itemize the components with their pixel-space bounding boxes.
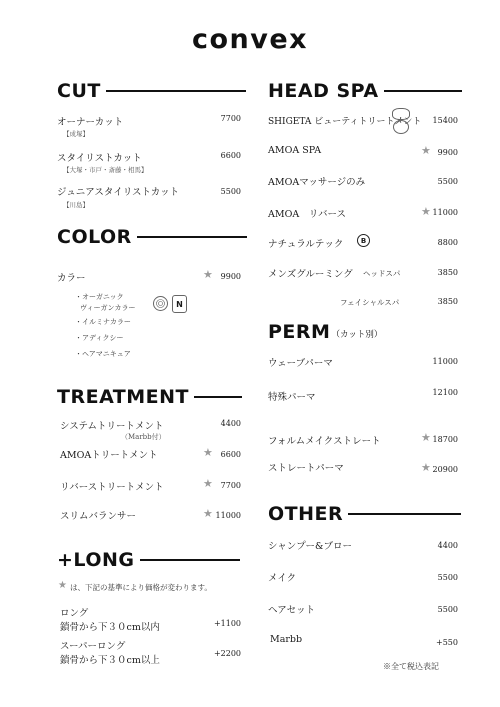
color-option-vegan: ヴィーガンカラー — [80, 304, 136, 312]
section-other-heading — [268, 503, 461, 525]
headspa-item-mensgrooming-name: メンズグルーミング — [268, 269, 353, 280]
headspa-item-mensgrooming-sub: ヘッドスパ — [363, 269, 401, 278]
color-item-name: カラー — [57, 273, 86, 284]
treatment-item-amoa-price: 6600 — [220, 450, 241, 459]
cut-item-junior-name: ジュニアスタイリストカット — [57, 187, 180, 198]
vegan-brand-logo-icon — [172, 295, 187, 313]
star-icon: ★ — [203, 446, 213, 459]
tax-note: ※全て税込表記 — [383, 662, 439, 671]
headspa-item-naturaltech-price: 8800 — [437, 238, 458, 247]
headspa-item-amoareverse-price: 11000 — [432, 208, 458, 217]
headspa-item-amoamassage-name: AMOAマッサージのみ — [268, 177, 366, 188]
section-cut-rule — [106, 90, 246, 92]
perm-item-formmake-name: フォルムメイクストレート — [268, 436, 381, 447]
section-color-heading — [57, 226, 247, 248]
other-item-makeup-name: メイク — [268, 573, 297, 584]
treatment-item-slim-name: スリムバランサー — [60, 511, 137, 522]
star-icon: ★ — [203, 268, 213, 281]
headspa-item-shigeta-price: 15400 — [432, 116, 458, 125]
section-treatment-title: TREATMENT — [57, 386, 190, 408]
long-item-long-detail: 鎖骨から下３０cm以内 — [60, 622, 160, 633]
perm-item-special-price: 12100 — [432, 388, 458, 397]
long-item-superlong-name: スーパーロング — [60, 641, 126, 652]
section-long-rule — [140, 559, 240, 561]
perm-item-wave-name: ウェーブパーマ — [268, 358, 333, 369]
perm-item-wave-price: 11000 — [432, 357, 458, 366]
section-color-rule — [137, 236, 247, 238]
cut-item-junior-price: 5500 — [220, 187, 241, 196]
section-treatment-rule — [194, 396, 242, 398]
section-treatment-heading — [57, 386, 242, 408]
organic-badge-icon — [393, 120, 409, 134]
naturaltech-brand-logo-icon — [357, 234, 370, 247]
section-other-title: OTHER — [268, 503, 344, 525]
long-item-long-price: +1100 — [213, 619, 241, 628]
vegan-brand-logo-letter: N — [176, 299, 183, 309]
section-perm-heading — [268, 321, 382, 343]
cut-item-owner-note: 【成塚】 — [63, 130, 89, 138]
section-perm-title: PERM — [268, 321, 331, 343]
treatment-item-amoa-name: AMOAトリートメント — [60, 450, 158, 461]
cut-item-stylist-price: 6600 — [220, 151, 241, 160]
cut-item-stylist-name: スタイリストカット — [57, 153, 142, 164]
naturaltech-brand-logo-letter: B — [360, 236, 367, 245]
perm-item-special-name: 特殊パーマ — [268, 392, 316, 403]
star-icon: ★ — [421, 205, 431, 218]
perm-item-straight-price: 20900 — [432, 465, 458, 474]
headspa-item-amoamassage-price: 5500 — [437, 177, 458, 186]
long-item-superlong-price: +2200 — [213, 649, 241, 658]
star-icon: ★ — [203, 507, 213, 520]
other-item-hairset-name: ヘアセット — [268, 605, 316, 616]
other-item-marbb-name: Marbb — [270, 634, 303, 645]
long-item-long-name: ロング — [60, 608, 89, 619]
other-item-shampoo-price: 4400 — [437, 541, 458, 550]
cut-item-stylist-note: 【大塚・市戸・斎藤・相馬】 — [63, 166, 148, 174]
section-headspa-title: HEAD SPA — [268, 80, 379, 102]
star-icon: ★ — [421, 144, 431, 157]
section-color-title: COLOR — [57, 226, 132, 248]
color-option-organic: ・オーガニック — [75, 293, 124, 301]
long-notice: は、下記の基準により価格が変わります。 — [70, 583, 212, 592]
color-option-addicthy: ・アディクシー — [75, 334, 124, 342]
long-item-superlong-detail: 鎖骨から下３０cm以上 — [60, 655, 160, 666]
star-icon: ★ — [58, 580, 67, 591]
other-item-makeup-price: 5500 — [437, 573, 458, 582]
headspa-item-facialspa-name: フェイシャルスパ — [340, 298, 400, 307]
section-perm-subtitle: （カット別） — [331, 330, 383, 340]
section-long-title: +LONG — [57, 549, 135, 571]
cut-item-owner-name: オーナーカット — [57, 117, 124, 128]
headspa-item-amoaspa-name: AMOA SPA — [268, 145, 322, 156]
headspa-item-naturaltech-name: ナチュラルテック — [268, 239, 344, 250]
shigeta-badge-icon — [392, 108, 410, 120]
section-headspa-rule — [384, 90, 462, 92]
treatment-item-system-name: システムトリートメント — [60, 421, 164, 432]
treatment-item-reverse-price: 7700 — [220, 481, 241, 490]
star-icon: ★ — [421, 461, 431, 474]
perm-item-formmake-price: 18700 — [432, 435, 458, 444]
other-item-shampoo-name: シャンプー&ブロー — [268, 541, 352, 552]
other-item-hairset-price: 5500 — [437, 605, 458, 614]
section-headspa-heading — [268, 80, 462, 102]
cut-item-junior-note: 【川島】 — [63, 201, 89, 209]
section-cut-heading — [57, 80, 246, 102]
treatment-item-slim-price: 11000 — [215, 511, 241, 520]
other-item-marbb-price: +550 — [436, 638, 458, 647]
headspa-item-amoareverse-name: AMOA リバース — [268, 209, 346, 220]
section-other-rule — [348, 513, 461, 515]
headspa-item-mensgrooming-price: 3850 — [437, 268, 458, 277]
color-option-manicure: ・ヘアマニキュア — [75, 350, 131, 358]
color-option-illumina: ・イルミナカラー — [75, 318, 131, 326]
perm-item-straight-name: ストレートパーマ — [268, 463, 344, 474]
headspa-item-shigeta-name: SHIGETA ビューティトリートメント — [268, 117, 422, 127]
treatment-item-reverse-name: リバーストリートメント — [60, 482, 164, 493]
headspa-item-facialspa-price: 3850 — [437, 297, 458, 306]
section-cut-title: CUT — [57, 80, 101, 102]
section-long-heading — [57, 549, 240, 571]
cut-item-owner-price: 7700 — [220, 114, 241, 123]
star-icon: ★ — [203, 477, 213, 490]
brand-title: convex — [191, 24, 309, 55]
organic-certification-logo-icon — [153, 296, 168, 311]
treatment-item-system-note: （Marbb付） — [121, 433, 166, 441]
star-icon: ★ — [421, 431, 431, 444]
headspa-item-amoaspa-price: 9900 — [437, 148, 458, 157]
treatment-item-system-price: 4400 — [220, 419, 241, 428]
color-item-price: 9900 — [220, 272, 241, 281]
